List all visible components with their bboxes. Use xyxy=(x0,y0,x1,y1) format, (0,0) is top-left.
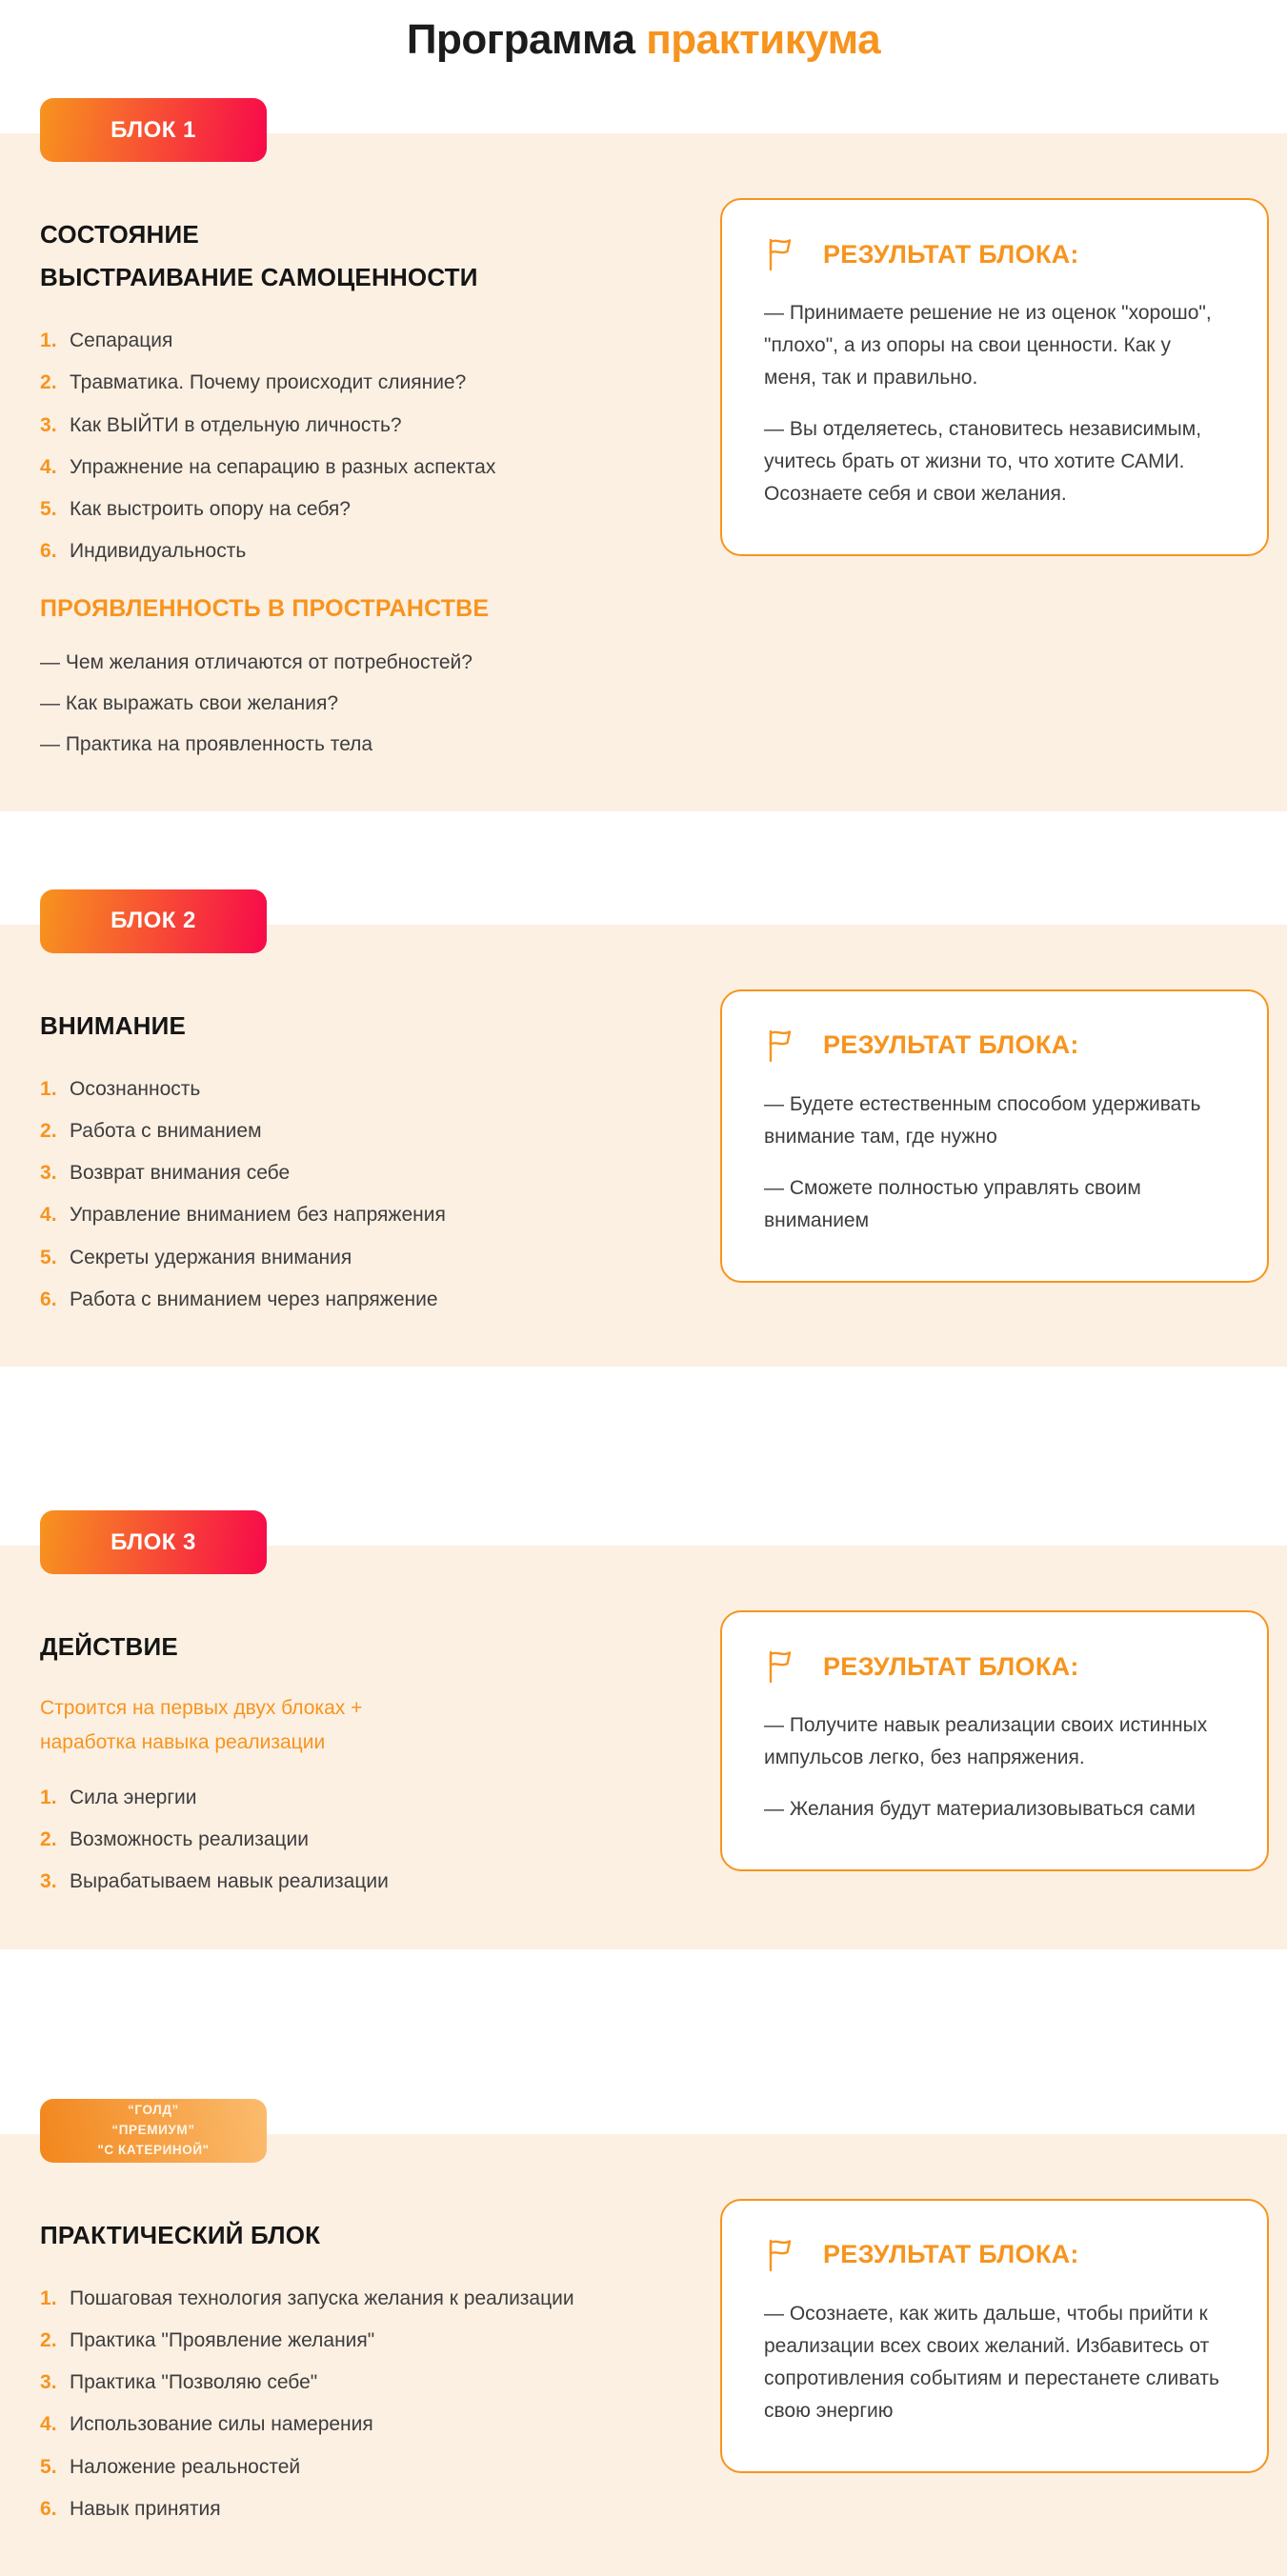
result-card-header xyxy=(764,1028,1225,1064)
list-item: Травматика. Почему происходит слияние? xyxy=(70,371,467,394)
heading-line: СОСТОЯНИЕ xyxy=(40,220,199,249)
block-2-result-column xyxy=(720,989,1269,1283)
block-4-result-column xyxy=(720,2199,1269,2473)
list-item: Практика "Проявление желания" xyxy=(70,2328,375,2351)
block-3-accent-note: Строится на первых двух блоках + наработка навыка реализации xyxy=(40,1697,363,1754)
result-card-title: РЕЗУЛЬТАТ БЛОКА: xyxy=(823,1030,1079,1060)
block-2-heading: ВНИМАНИЕ xyxy=(40,1010,187,1040)
list-item: Работа с вниманием через напряжение xyxy=(70,1288,438,1311)
flag-icon xyxy=(764,1028,798,1064)
dash-item: — Практика на проявленность тела xyxy=(40,733,373,756)
block-3-content xyxy=(40,1610,720,1910)
list-item: Индивидуальность xyxy=(70,540,247,563)
block-3-numbered-list xyxy=(40,1785,682,1895)
flag-icon xyxy=(764,236,798,272)
block-4-heading: ПРАКТИЧЕСКИЙ БЛОК xyxy=(40,2220,321,2249)
block-1-subheading: ПРОЯВЛЕННОСТЬ В ПРОСТРАНСТВЕ xyxy=(40,594,490,622)
page-title xyxy=(0,13,1287,66)
block-1-result-column xyxy=(720,198,1269,556)
block-1-section xyxy=(0,116,1287,811)
result-card xyxy=(720,989,1269,1283)
badge-line: "С КАТЕРИНОЙ" xyxy=(97,2142,210,2157)
block-1-dash-list xyxy=(40,649,682,758)
list-item: Упражнение на сепарацию в разных аспектах xyxy=(70,455,496,478)
result-card-header xyxy=(764,236,1225,272)
list-item: Возможность реализации xyxy=(70,1828,309,1850)
page-header xyxy=(0,0,1287,66)
block-1-numbered-list xyxy=(40,328,682,565)
list-item: Управление вниманием без напряжения xyxy=(70,1204,446,1227)
dash-item: — Чем желания отличаются от потребностей? xyxy=(40,650,473,673)
result-paragraph: — Принимаете решение не из оценок "хорошо", "плохо", а из опоры на свои ценности. Как у меня, так и правильно. xyxy=(764,302,1212,389)
block-2-badge-label: БЛОК 2 xyxy=(111,908,196,934)
list-item: Осознанность xyxy=(70,1077,201,1100)
result-paragraph: — Желания будут материализовываться сами xyxy=(764,1798,1196,1821)
result-paragraph: — Получите навык реализации своих истинных импульсов легко, без напряжения. xyxy=(764,1714,1208,1769)
result-paragraph: — Будете естественным способом удерживать внимание там, где нужно xyxy=(764,1092,1201,1148)
block-4-container xyxy=(0,2199,1287,2539)
block-1-heading xyxy=(40,213,682,299)
block-2-badge xyxy=(40,889,267,953)
block-4-numbered-list xyxy=(40,2286,682,2523)
dash-item: — Как выражать свои желания? xyxy=(40,692,339,715)
list-item: Секреты удержания внимания xyxy=(70,1246,352,1268)
list-item: Использование силы намерения xyxy=(70,2413,373,2436)
list-item: Навык принятия xyxy=(70,2498,221,2521)
badge-line: “ГОЛД” xyxy=(128,2102,179,2117)
block-2-container xyxy=(0,989,1287,1329)
flag-icon xyxy=(764,1648,798,1685)
block-3-result-column xyxy=(720,1610,1269,1871)
result-card xyxy=(720,2199,1269,2473)
list-item: Сепарация xyxy=(70,329,173,351)
block-3-badge xyxy=(40,1510,267,1574)
list-item: Работа с вниманием xyxy=(70,1119,262,1142)
result-card-title: РЕЗУЛЬТАТ БЛОКА: xyxy=(823,239,1079,269)
block-1-content xyxy=(40,198,720,773)
result-card-title: РЕЗУЛЬТАТ БЛОКА: xyxy=(823,1651,1079,1681)
list-item: Как ВЫЙТИ в отдельную личность? xyxy=(70,413,402,436)
block-2-section xyxy=(0,908,1287,1368)
list-item: Наложение реальностей xyxy=(70,2455,301,2478)
result-card-header xyxy=(764,2237,1225,2273)
block-1-badge-label: БЛОК 1 xyxy=(111,116,196,143)
result-paragraph: — Вы отделяетесь, становитесь независимым, учитесь брать от жизни то, что хотите САМИ. Осознаете себя и свои желания. xyxy=(764,418,1202,506)
block-4-badge xyxy=(40,2099,267,2163)
result-card-title: РЕЗУЛЬТАТ БЛОКА: xyxy=(823,2240,1079,2269)
block-1-badge xyxy=(40,98,267,162)
page-title-orange: практикума xyxy=(646,16,881,63)
list-item: Как выстроить опору на себя? xyxy=(70,498,351,521)
page-title-black: Программа xyxy=(406,16,635,63)
block-3-container xyxy=(0,1610,1287,1910)
block-3-badge-label: БЛОК 3 xyxy=(111,1528,196,1555)
block-3-section xyxy=(0,1528,1287,1948)
result-card xyxy=(720,198,1269,556)
block-4-section xyxy=(0,2102,1287,2576)
list-item: Возврат внимания себе xyxy=(70,1162,291,1185)
result-paragraph: — Сможете полностью управлять своим вниманием xyxy=(764,1176,1141,1231)
flag-icon xyxy=(764,2237,798,2273)
block-2-content xyxy=(40,989,720,1329)
block-2-numbered-list xyxy=(40,1076,682,1313)
result-card-header xyxy=(764,1648,1225,1685)
heading-line: ВЫСТРАИВАНИЕ САМОЦЕННОСТИ xyxy=(40,262,478,291)
list-item: Вырабатываем навык реализации xyxy=(70,1870,389,1893)
list-item: Практика "Позволяю себе" xyxy=(70,2371,318,2394)
list-item: Пошаговая технология запуска желания к реализации xyxy=(70,2286,574,2309)
block-4-content xyxy=(40,2199,720,2539)
block-3-heading: ДЕЙСТВИЕ xyxy=(40,1632,178,1662)
list-item: Сила энергии xyxy=(70,1786,197,1808)
result-card xyxy=(720,1610,1269,1871)
block-1-container xyxy=(0,198,1287,773)
result-paragraph: — Осознаете, как жить дальше, чтобы прийти к реализации всех своих желаний. Избавитесь от сопротивления событиям и перестанете сливать свою энергию xyxy=(764,2302,1219,2422)
badge-line: “ПРЕМИУМ” xyxy=(111,2122,195,2137)
